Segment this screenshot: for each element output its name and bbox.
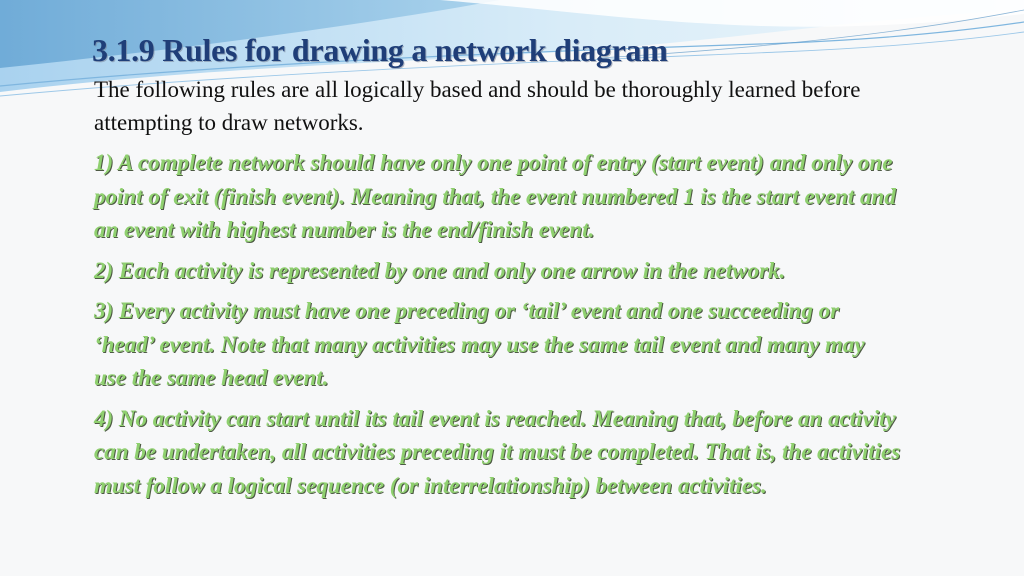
intro-paragraph: The following rules are all logically based and should be thoroughly learned before attempting to draw networks.	[94, 77, 861, 135]
slide-title: 3.1.9 Rules for drawing a network diagram	[92, 32, 668, 68]
slide-content	[92, 30, 952, 502]
rule-3: 3) Every activity must have one preceding or ‘tail’ event and one succeeding or ‘head’ event. Note that many activities may use the same tail event and many may use the same head event.	[94, 298, 865, 390]
rule-1: 1) A complete network should have only one point of entry (start event) and only one point of exit (finish event). Meaning that, the event numbered 1 is the start event and an event with highest number is the end/finish event.	[94, 150, 896, 242]
rule-2: 2) Each activity is represented by one and only one arrow in the network.	[94, 257, 786, 283]
rule-4: 4) No activity can start until its tail event is reached. Meaning that, before an activity can be undertaken, all activities preceding it must be completed. That is, the activities must follow a logical sequence (or interrelationship) between activities.	[94, 405, 901, 498]
